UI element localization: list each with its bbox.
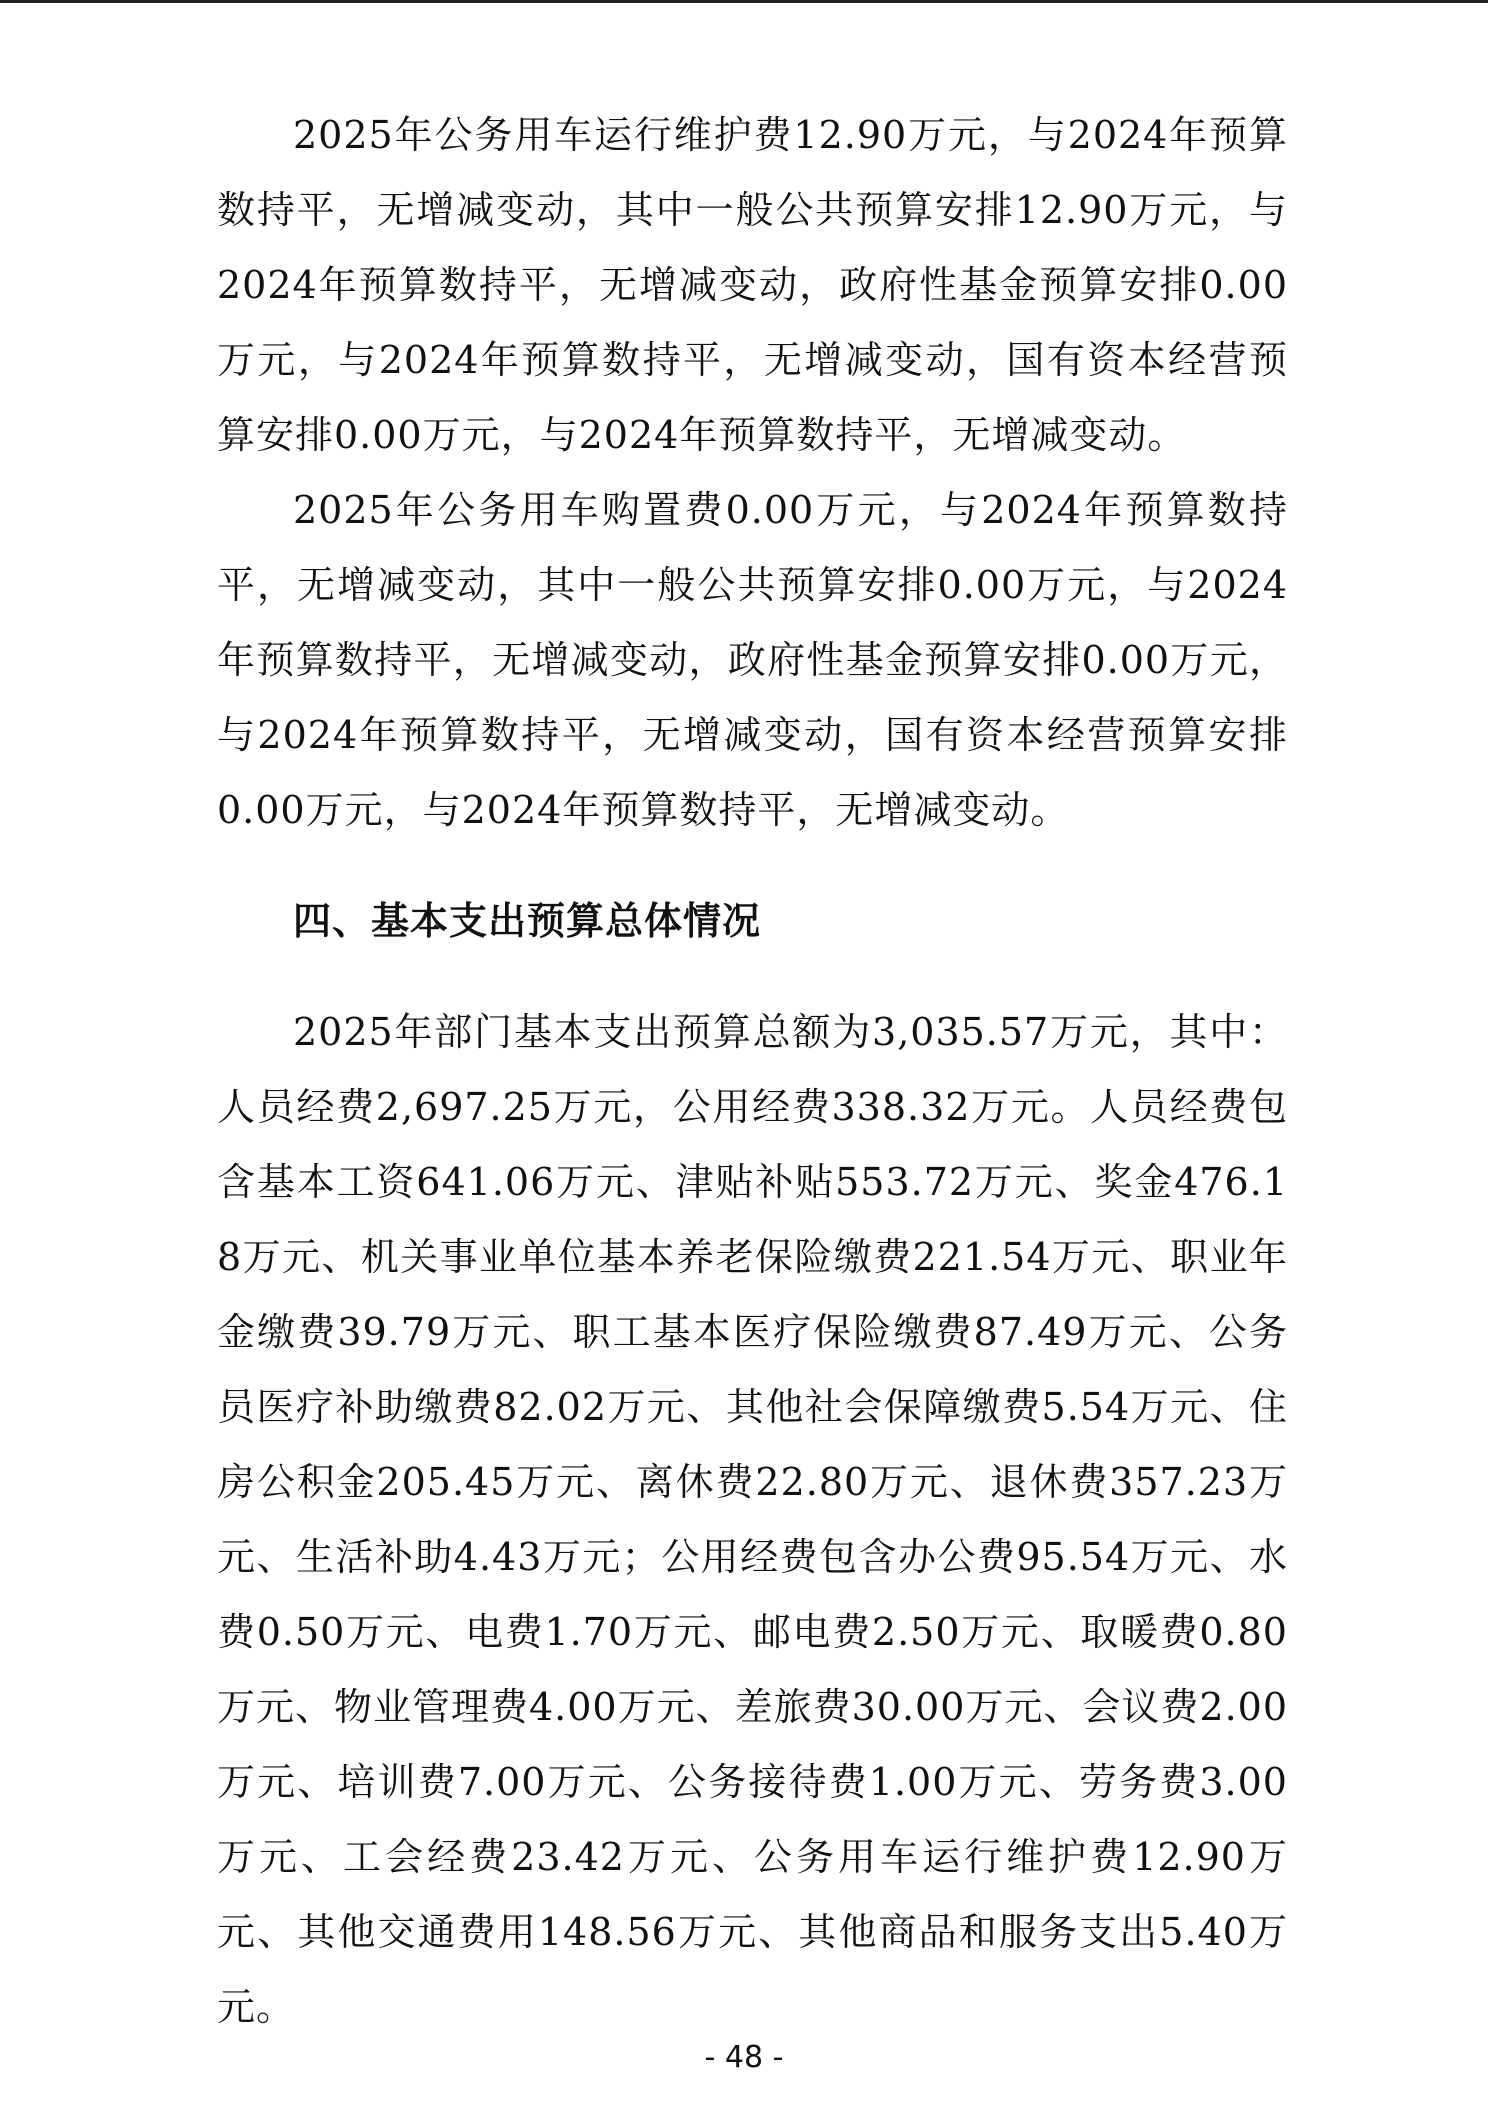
- section-heading: 四、基本支出预算总体情况: [293, 899, 762, 943]
- paragraph-vehicle-purchase: 2025年公务用车购置费0.00万元，与2024年预算数持平，无增减变动，其中一般公共预算安排0.00万元，与2024年预算数持平，无增减变动，政府性基金预算安排0.00万元，与2024年预算数持平，无增减变动，国有资本经营预算安排0.00万元，与2024年预算数持平，无增减变动。: [217, 488, 1288, 832]
- top-border-line: [0, 0, 1488, 3]
- page-number: - 48 -: [704, 2040, 784, 2075]
- paragraph-vehicle-maintenance: 2025年公务用车运行维护费12.90万元，与2024年预算数持平，无增减变动，其中一般公共预算安排12.90万元，与2024年预算数持平，无增减变动，政府性基金预算安排0.00万元，与2024年预算数持平，无增减变动，国有资本经营预算安排0.00万元，与2024年预算数持平，无增减变动。: [217, 113, 1288, 457]
- document-body: [217, 98, 1288, 2045]
- paragraph-basic-expenditure: 2025年部门基本支出预算总额为3,035.57万元，其中：人员经费2,697.25万元，公用经费338.32万元。人员经费包含基本工资641.06万元、津贴补贴553.72万元、奖金476.18万元、机关事业单位基本养老保险缴费221.54万元、职业年金缴费39.79万元、职工基本医疗保险缴费87.49万元、公务员医疗补助缴费82.02万元、其他社会保障缴费5.54万元、住房公积金205.45万元、离休费22.80万元、退休费357.23万元、生活补助4.43万元；公用经费包含办公费95.54万元、水费0.50万元、电费1.70万元、邮电费2.50万元、取暖费0.80万元、物业管理费4.00万元、差旅费30.00万元、会议费2.00万元、培训费7.00万元、公务接待费1.00万元、劳务费3.00万元、工会经费23.42万元、公务用车运行维护费12.90万元、其他交通费用148.56万元、其他商品和服务支出5.40万元。: [217, 1010, 1289, 2029]
